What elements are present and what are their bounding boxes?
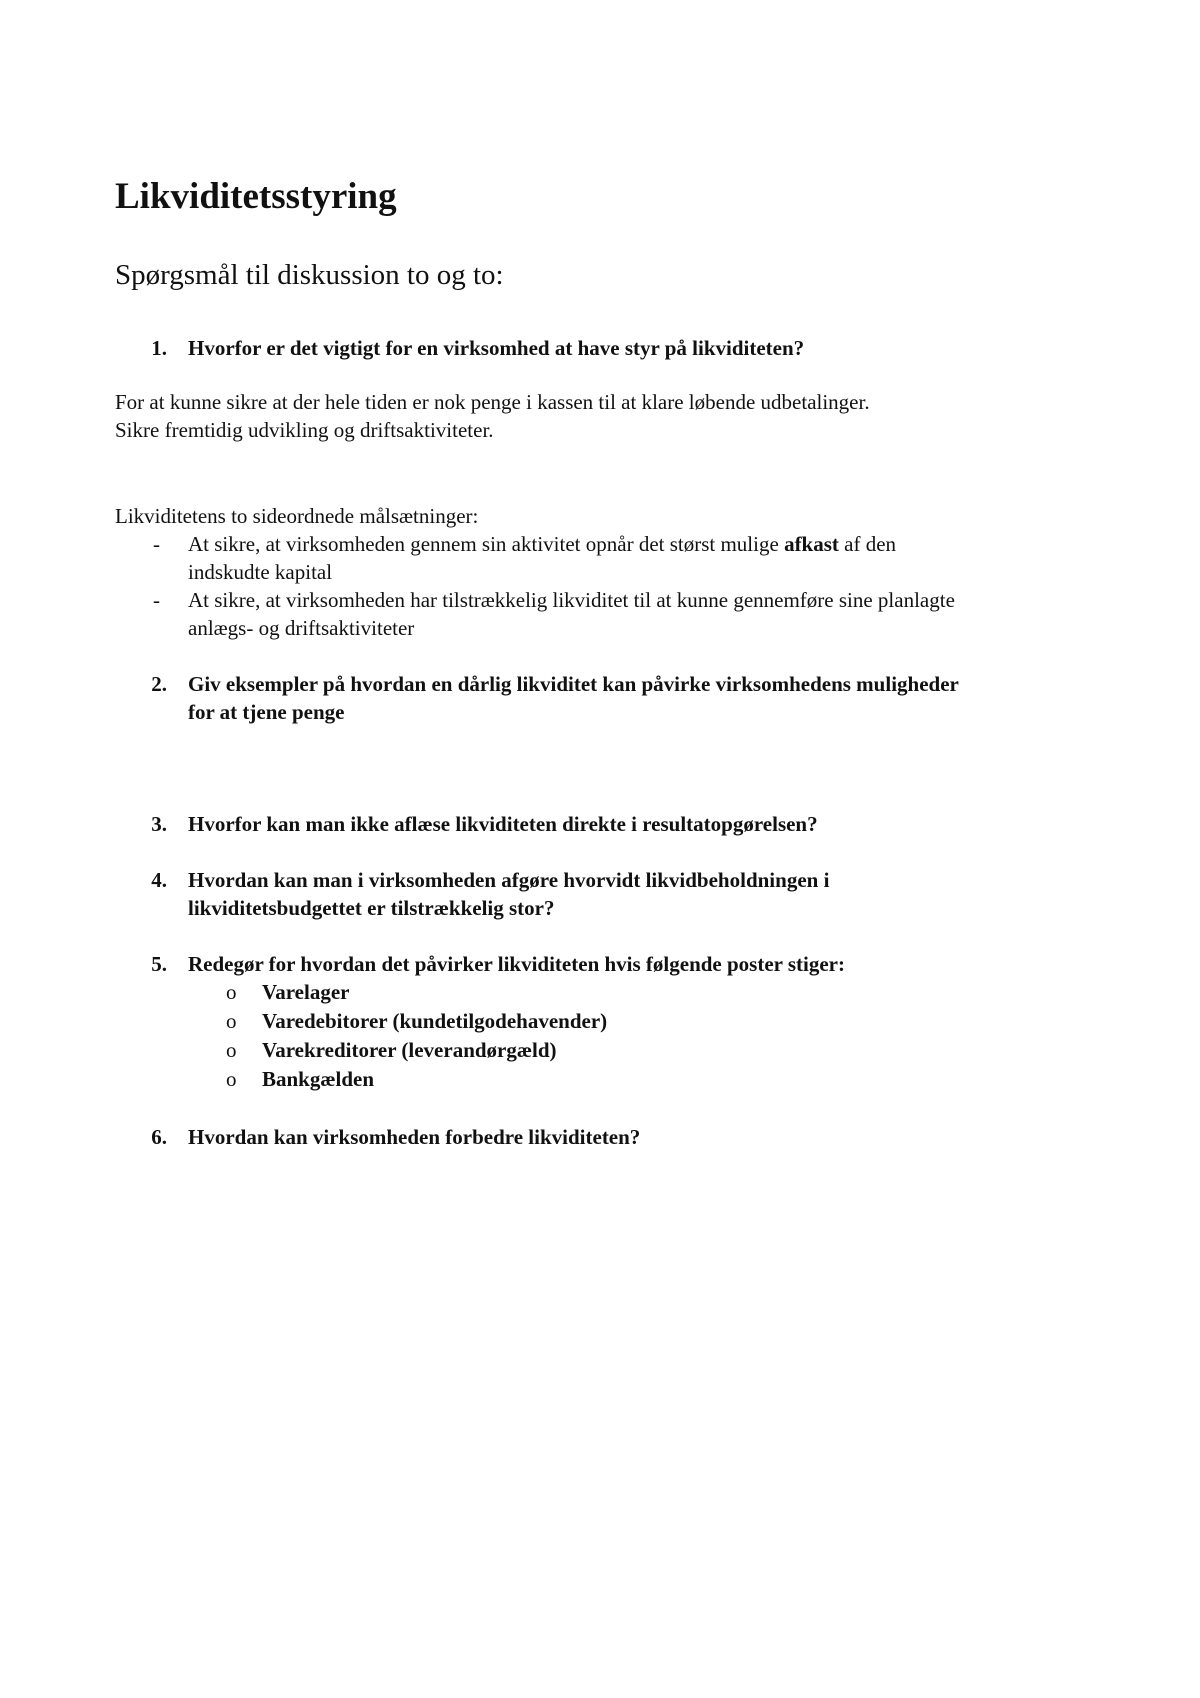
sub-item-varelager: Varelager	[262, 980, 350, 1004]
question-1-text: Hvorfor er det vigtigt for en virksomhed at have styr på likviditeten?	[188, 336, 805, 360]
goal-2-line-2: anlægs- og driftsaktiviteter	[188, 616, 415, 640]
goal-2-dash: -	[153, 588, 160, 612]
sub-item-bankgaelden: Bankgælden	[262, 1067, 375, 1091]
sub-item-varekreditorer: Varekreditorer (leverandørgæld)	[262, 1038, 557, 1062]
question-1-number: 1.	[151, 336, 167, 360]
question-3-number: 3.	[151, 812, 167, 836]
goal-1-emphasis: afkast	[784, 532, 839, 556]
question-6-number: 6.	[151, 1125, 167, 1149]
goal-1-line-2: indskudte kapital	[188, 560, 333, 584]
question-4-line-1: Hvordan kan man i virksomheden afgøre hvorvidt likvidbeholdningen i	[188, 868, 830, 892]
question-2-number: 2.	[151, 672, 167, 696]
question-4-line-2: likviditetsbudgettet er tilstrækkelig stor?	[188, 896, 555, 920]
page-title: Likviditetsstyring	[115, 176, 397, 217]
question-2-line-1: Giv eksempler på hvordan en dårlig likviditet kan påvirke virksomhedens muligheder	[188, 672, 959, 696]
sub-item-bullet: o	[226, 980, 237, 1004]
goal-1-dash: -	[153, 532, 160, 556]
sub-item-varedebitorer: Varedebitorer (kundetilgodehavender)	[262, 1009, 608, 1033]
question-5-number: 5.	[151, 952, 167, 976]
sub-item-bullet: o	[226, 1067, 237, 1091]
sub-item-bullet: o	[226, 1009, 237, 1033]
question-4-number: 4.	[151, 868, 167, 892]
answer-1-line-1: For at kunne sikre at der hele tiden er nok penge i kassen til at klare løbende udbetalinger.	[115, 390, 870, 414]
goals-heading: Likviditetens to sideordnede målsætninger:	[115, 504, 479, 528]
question-6-text: Hvordan kan virksomheden forbedre likviditeten?	[188, 1125, 641, 1149]
question-3-text: Hvorfor kan man ikke aflæse likviditeten direkte i resultatopgørelsen?	[188, 812, 818, 836]
goal-1-line-1	[188, 530, 896, 558]
question-2-line-2: for at tjene penge	[188, 700, 345, 724]
goal-2-line-1: At sikre, at virksomheden har tilstrækkelig likviditet til at kunne gennemføre sine planlagte	[188, 588, 955, 612]
goal-1-text-a: At sikre, at virksomheden gennem sin aktivitet opnår det størst mulige	[188, 532, 785, 556]
answer-1-line-2: Sikre fremtidig udvikling og driftsaktiviteter.	[115, 418, 494, 442]
sub-item-bullet: o	[226, 1038, 237, 1062]
goal-1-text-b: af den	[838, 532, 897, 556]
page-subtitle: Spørgsmål til diskussion to og to:	[115, 259, 504, 291]
question-5-text: Redegør for hvordan det påvirker likviditeten hvis følgende poster stiger:	[188, 952, 845, 976]
